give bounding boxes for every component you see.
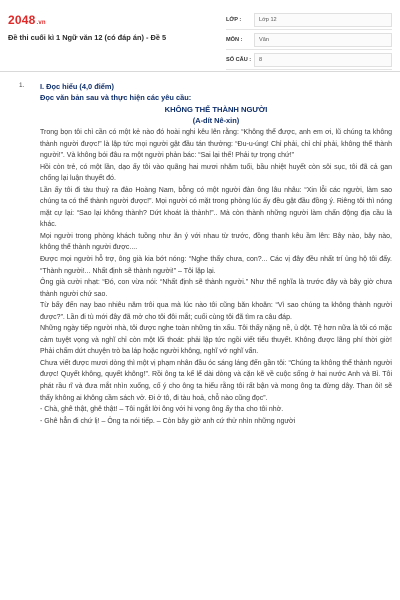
meta-value: Lớp 12 <box>254 13 392 27</box>
story-paragraph: Được mọi người hỗ trợ, ông già kia bớt nóng: “Nghe thấy chưa, con?... Các vị đây đều nhất trí ủng hộ tôi đấy. “Thành người!... Nhất định sẽ thành người!” – Tôi lặp lại. <box>40 256 392 275</box>
story-title: KHÔNG THỂ THÀNH NGƯỜI <box>164 105 268 114</box>
meta-value: 8 <box>254 53 392 67</box>
header-divider <box>0 71 400 72</box>
section-title: I. Đọc hiểu (4,0 điểm) <box>40 82 114 91</box>
question-number: 1. <box>19 82 25 89</box>
story-paragraph: Chưa viết được mươi dòng thì một vị phạm nhân đầu óc sáng láng đến gần tôi: “Chúng ta không thể thành người được! Quyết không, quyết không!”. Rồi ông ta kể lể dài dòng và cặn kẽ về cuộc sống ở hai nước Anh và Bỉ. Tôi phát rầu rĩ và đưa mắt nhìn xuống, cố ý cho ông ta hiểu rằng tôi rất bận và mong ông ta đừng dây. Than ôi! sẽ thấy không ai không cầm sách vở. Đi ở tô, đi tàu hoả, chỗ nào cũng đọc”. <box>40 359 392 402</box>
meta-label: SỐ CÂU : <box>226 56 252 63</box>
story-paragraph: Trong bọn tôi chỉ cần có một kẻ nào đó hoài nghi kêu lên rằng: “Không thể được, anh em ơi, lũ chúng ta không thành người được!” là lập tức mọi người gật đầu tán thưởng: “Đu-u-úng! Chỉ phải, chỉ chỉ phải, không thể thành người!”. Và không bói đâu ra một người phản bác: “Sai lại thế! Phải tự trọng chứ!” <box>40 129 392 160</box>
exam-title: Đề thi cuối kì 1 Ngữ văn 12 (có đáp án) - Đề 5 <box>8 33 167 42</box>
logo-suffix: .vn <box>36 20 46 26</box>
story-author: (A-dít Nê-xin) <box>192 116 240 125</box>
story-paragraph: - Ghê hẳn đi chứ lị! – Ông ta nói tiếp. – Còn bây giờ anh cứ thử nhìn những người <box>40 417 296 425</box>
story-paragraph: - Chà, ghê thật, ghê thật! – Tôi ngắt lời ông với hi vọng ông ấy tha cho tôi nhờ. <box>40 406 284 414</box>
exam-meta <box>226 10 392 70</box>
meta-label: MÔN : <box>226 36 243 43</box>
story-paragraph: Mọi người trong phòng khách tuồng như ăn ý với nhau từ trước, đồng thanh kêu ầm lên: Bây nào, bây nào, không thể thành người được.... <box>40 232 392 252</box>
story-paragraph: Hồi còn trẻ, có một lần, dạo ấy tôi vào quãng hai mươi nhăm tuổi, bầu nhiệt huyết còn sôi sục, tôi đã cả gan chống lại luận thuyết đó. <box>40 163 392 183</box>
meta-label: LỚP : <box>226 16 242 23</box>
meta-value: Văn <box>254 33 392 47</box>
story-paragraph: Ông già cười nhạt: “Đó, con vừa nói: “Nhất định sẽ thành người.” Như thế nghĩa là trước đây và bây giờ chưa thành người chứ sao. <box>40 279 392 298</box>
meta-row-class <box>226 10 392 30</box>
meta-row-question-count <box>226 50 392 70</box>
site-logo[interactable] <box>8 13 46 27</box>
logo-main: 2048 <box>8 13 36 27</box>
instruction: Đọc văn bản sau và thực hiện các yêu cầu: <box>40 93 192 102</box>
story-paragraph: Từ bấy đến nay bao nhiêu năm trôi qua mà lúc nào tôi cũng băn khoăn: “Vì sao chúng ta không thành người được?”. Lần đi tù mới đây đã mở cho tôi đôi mắt; cuối cùng tôi đã tìm ra câu đáp. <box>40 302 392 321</box>
meta-row-subject <box>226 30 392 50</box>
story-paragraph: Lần ấy tôi đi tàu thuỷ ra đảo Hoàng Nam, bỗng có một người đàn ông lâu nhâu: “Xin lỗi các người, làm sao chúng ta có thể thành người được!”. Mọi người có mặt trong phòng lúc ấy đều gật đầu đồng ý. Riêng tôi thì nóng mặt cự lại: “Sao lại không thành? Dứt khoát là thành!”.. Mà còn thành những người làm chấn động địa cầu là khác. <box>40 186 392 229</box>
story-paragraph: Những ngày tiếp người nhà, tôi được nghe toàn những tin xấu. Tôi thấy nặng nề, ủ dột. Tệ hơn nữa là tôi có mặc cảm tuyệt vọng và nghĩ chỉ còn một lối thoát: phải lập tức ngồi viết tiểu thuyết. Không được lãng phí thời giờ! Phải chấm dứt chuyện trò ba láp hoặc người không, nghĩ vớ nghĩ vẩn. <box>40 325 392 356</box>
question-content <box>40 81 392 427</box>
